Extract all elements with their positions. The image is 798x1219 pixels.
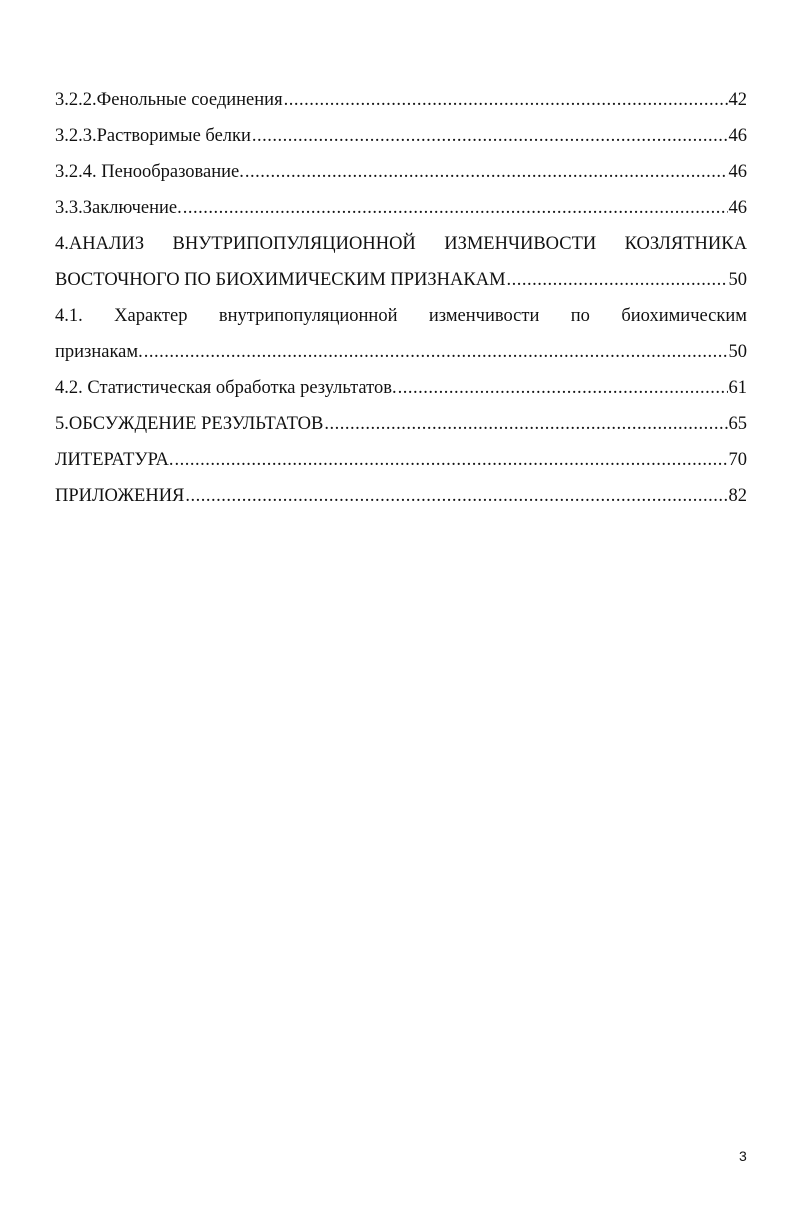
- toc-entry-title: 3.2.4. Пенообразование.: [55, 162, 244, 182]
- toc-entry-conclusion: [55, 190, 747, 226]
- toc-entry-4-1-line-2: [55, 334, 747, 370]
- toc-entry-phenolic-compounds: [55, 82, 747, 118]
- toc-entry-literature: [55, 442, 747, 478]
- toc-entry-title: 3.2.3.Растворимые белки: [55, 126, 251, 146]
- toc-word: ИЗМЕНЧИВОСТИ: [444, 234, 597, 254]
- toc-leader-dots: [507, 262, 728, 298]
- toc-entry-title: 3.2.2.Фенольные соединения: [55, 90, 283, 110]
- toc-leader-dots: [252, 118, 728, 154]
- toc-leader-dots: [174, 442, 727, 478]
- toc-entry-appendices: [55, 478, 747, 514]
- toc-leader-dots: [183, 190, 728, 226]
- toc-entry-foaming: [55, 154, 747, 190]
- toc-entry-title: признакам.: [55, 342, 143, 362]
- toc-entry-page: 46: [728, 162, 747, 182]
- toc-entry-page: 65: [728, 414, 747, 434]
- toc-entry-title: ВОСТОЧНОГО ПО БИОХИМИЧЕСКИМ ПРИЗНАКАМ: [55, 270, 506, 290]
- toc-entry-page: 42: [728, 90, 747, 110]
- toc-word: 4.1.: [55, 306, 83, 326]
- toc-entry-page: 70: [728, 450, 747, 470]
- toc-entry-discussion: [55, 406, 747, 442]
- toc-word: Характер: [114, 306, 188, 326]
- toc-entry-page: 46: [728, 126, 747, 146]
- page-number: 3: [739, 1148, 747, 1164]
- toc-entry-chapter-4-line-2: [55, 262, 747, 298]
- toc-leader-dots: [324, 406, 727, 442]
- toc-word: по: [570, 306, 590, 326]
- table-of-contents: [55, 82, 747, 514]
- toc-word: 4.АНАЛИЗ: [55, 234, 145, 254]
- toc-leader-dots: [245, 154, 728, 190]
- toc-leader-dots: [144, 334, 728, 370]
- toc-entry-title: 4.2. Статистическая обработка результатов.: [55, 378, 397, 398]
- toc-entry-title: 3.3.Заключение.: [55, 198, 182, 218]
- toc-leader-dots: [398, 370, 728, 406]
- toc-word: внутрипопуляционной: [218, 306, 398, 326]
- toc-entry-chapter-4-line-1: [55, 226, 747, 262]
- toc-entry-soluble-proteins: [55, 118, 747, 154]
- toc-entry-page: 50: [728, 342, 747, 362]
- toc-word: ВНУТРИПОПУЛЯЦИОННОЙ: [172, 234, 416, 254]
- toc-entry-page: 82: [728, 486, 747, 506]
- toc-entry-title: ЛИТЕРАТУРА.: [55, 450, 174, 470]
- toc-entry-title: ПРИЛОЖЕНИЯ: [55, 486, 185, 506]
- toc-entry-statistics: [55, 370, 747, 406]
- toc-leader-dots: [284, 82, 728, 118]
- toc-leader-dots: [185, 478, 727, 514]
- toc-entry-page: 46: [728, 198, 747, 218]
- toc-word: изменчивости: [428, 306, 540, 326]
- toc-entry-page: 61: [728, 378, 747, 398]
- toc-word: КОЗЛЯТНИКА: [624, 234, 747, 254]
- toc-word: биохимическим: [621, 306, 747, 326]
- toc-entry-page: 50: [728, 270, 747, 290]
- toc-entry-title: 5.ОБСУЖДЕНИЕ РЕЗУЛЬТАТОВ: [55, 414, 324, 434]
- toc-entry-4-1-line-1: [55, 298, 747, 334]
